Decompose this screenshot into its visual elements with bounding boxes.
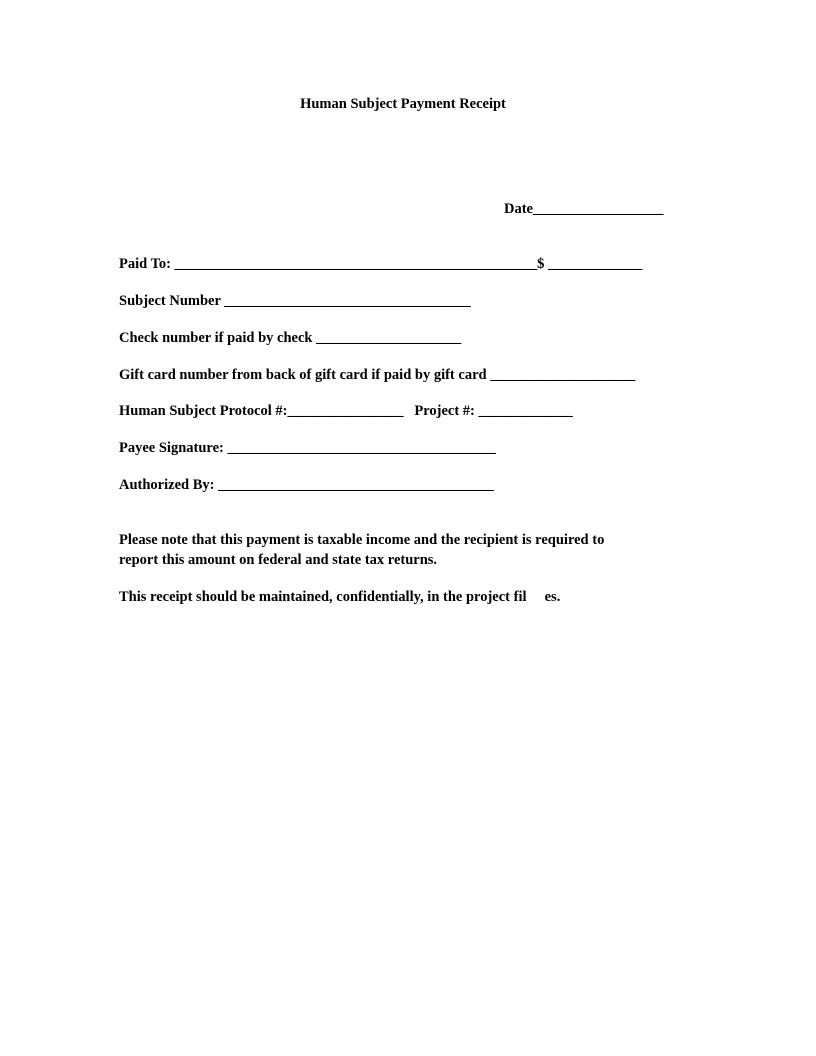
gift-card-number-field: Gift card number from back of gift card if paid by gift card ____________________ xyxy=(119,367,636,383)
tax-note-line-1: Please note that this payment is taxable income and the recipient is required to xyxy=(119,532,605,548)
subject-number-field: Subject Number __________________________________ xyxy=(119,293,471,309)
paid-to-field: Paid To: __________________________________________________$ _____________ xyxy=(119,256,643,272)
tax-note-line-2: report this amount on federal and state tax returns. xyxy=(119,552,438,568)
retention-note: This receipt should be maintained, confidentially, in the project fil es. xyxy=(119,589,561,605)
check-number-field: Check number if paid by check ____________________ xyxy=(119,330,462,346)
document-title: Human Subject Payment Receipt xyxy=(300,96,506,112)
payee-signature-field: Payee Signature: _____________________________________ xyxy=(119,440,496,456)
date-field: Date__________________ xyxy=(504,201,664,217)
protocol-project-field: Human Subject Protocol #:________________ Project #: _____________ xyxy=(119,403,573,419)
authorized-by-field: Authorized By: ______________________________________ xyxy=(119,477,494,493)
